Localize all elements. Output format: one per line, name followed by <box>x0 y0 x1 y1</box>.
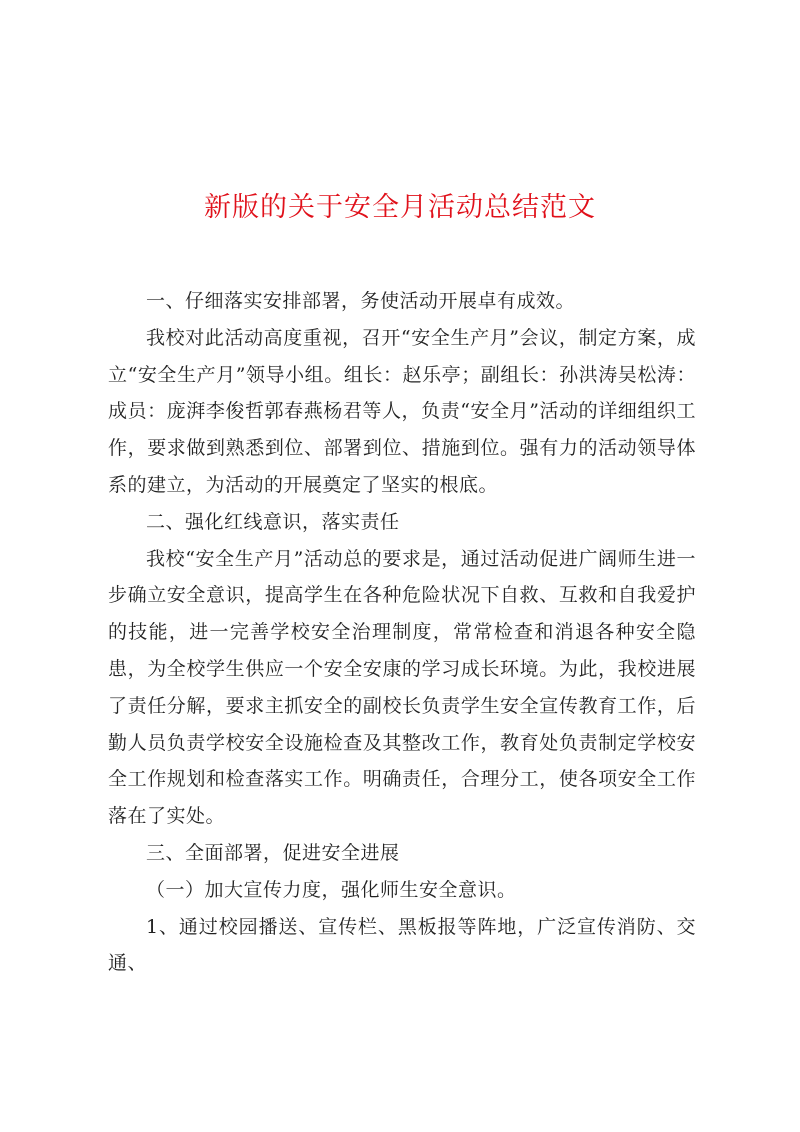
section-heading-3: 三、全面部署，促进安全进展 <box>146 841 400 864</box>
section-heading-2: 二、强化红线意识，落实责任 <box>146 510 400 533</box>
paragraph-responsibility: 我校“安全生产月”活动总的要求是，通过活动促进广阔师生进一步确立安全意识，提高学生在各种危险状况下自救、互救和自我爱护的技能，进一完善学校安全治理制度，常常检查和消退各种安全隐患，为全校学生供应一个安全安康的学习成长环境。为此，我校进展了责任分解，要求主抓安全的副校长负责学生安全宣传教育工作，后勤人员负责学校安全设施检查及其整改工作，教育处负责制定学校安全工作规划和检查落实工作。明确责任，合理分工，使各项安全工作落在了实处。 <box>108 547 696 828</box>
document-body <box>108 283 696 982</box>
document-title: 新版的关于安全月活动总结范文 <box>204 192 596 224</box>
section-heading-1: 一、仔细落实安排部署，务使活动开展卓有成效。 <box>146 290 576 312</box>
paragraph-leadership: 我校对此活动高度重视，召开“安全生产月”会议，制定方案，成立“安全生产月”领导小组。组长：赵乐亭；副组长：孙洪涛吴松涛：成员：庞湃李俊哲郭春燕杨君等人，负责“安全月”活动的详细组织工作，要求做到熟悉到位、部署到位、措施到位。强有力的活动领导体系的建立，为活动的开展奠定了坚实的根底。 <box>108 326 696 496</box>
subsection-heading-1: （一）加大宣传力度，强化师生安全意识。 <box>146 878 517 901</box>
list-item-1: 1、通过校园播送、宣传栏、黑板报等阵地，广泛宣传消防、交通、 <box>108 915 696 975</box>
